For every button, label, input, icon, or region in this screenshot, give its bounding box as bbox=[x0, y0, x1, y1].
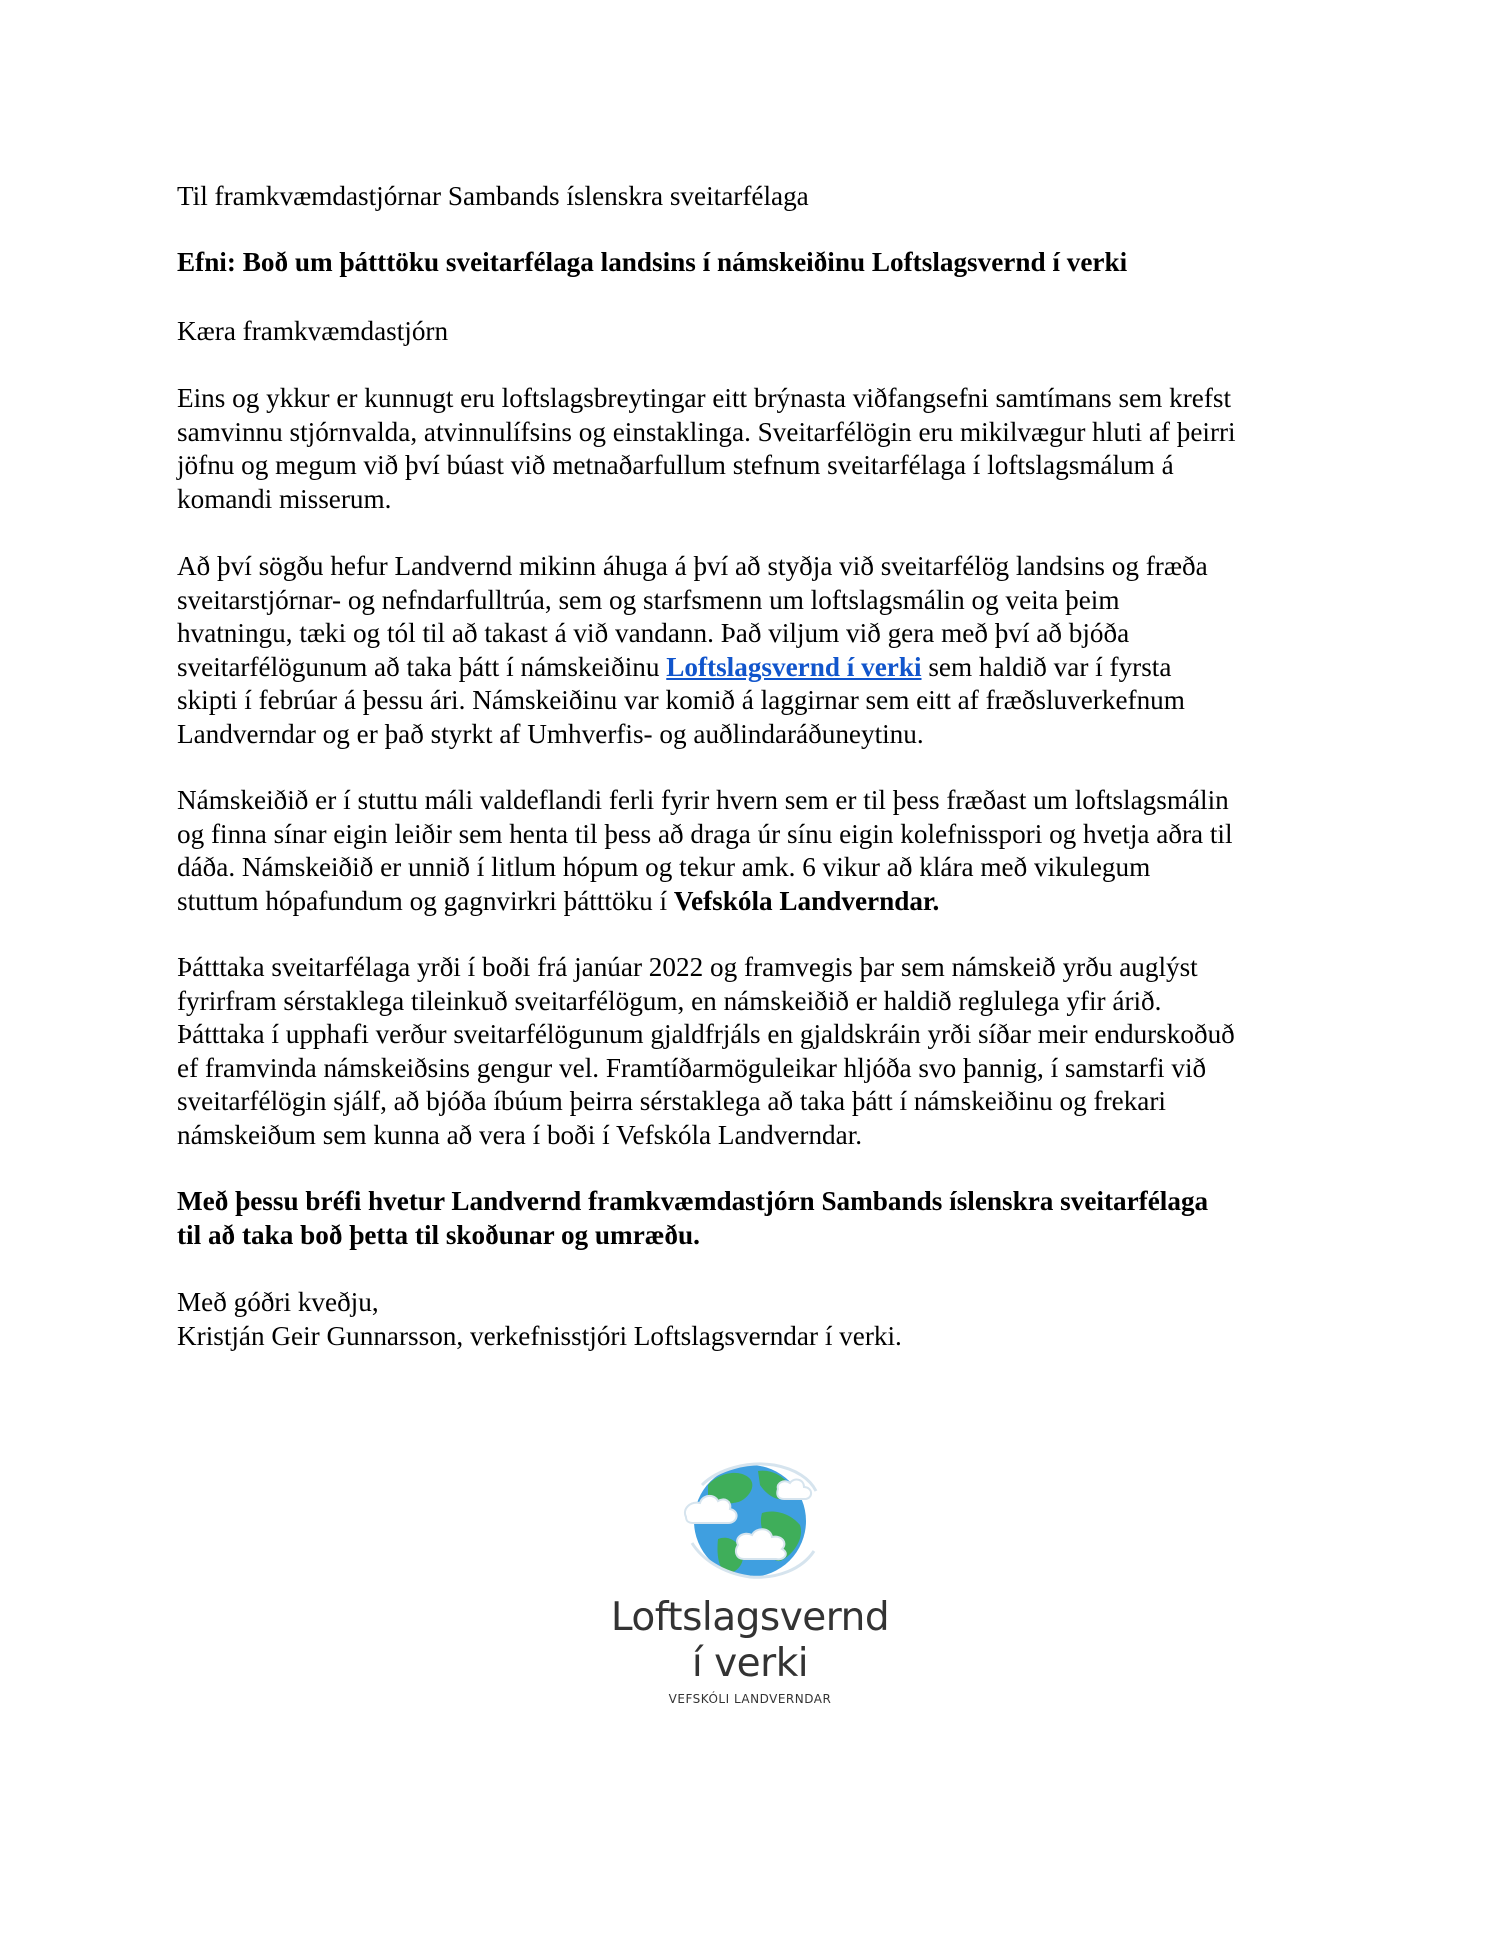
closing-signature bbox=[177, 1286, 1347, 1353]
paragraph-line: hvatningu, tæki og tól til að takast á við vandann. Það viljum við gera með því að bjóða bbox=[177, 618, 1130, 648]
paragraph-call-to-action bbox=[177, 1185, 1347, 1252]
last-line-prefix: stuttum hópafundum og gagnvirkri þátttöku í bbox=[177, 885, 674, 916]
logo-title bbox=[560, 1595, 940, 1687]
paragraph-line: Þátttaka sveitarfélaga yrði í boði frá janúar 2022 og framvegis þar sem námskeið yrðu auglýst bbox=[177, 952, 1198, 982]
paragraph-line bbox=[177, 651, 1347, 685]
salutation: Kæra framkvæmdastjórn bbox=[177, 316, 449, 346]
paragraph-line: Eins og ykkur er kunnugt eru loftslagsbreytingar eitt brýnasta viðfangsefni samtímans sem krefst bbox=[177, 383, 1232, 413]
paragraph-line bbox=[177, 885, 1347, 919]
link-line-suffix: sem haldið var í fyrsta bbox=[921, 651, 1172, 682]
paragraph-intro bbox=[177, 382, 1347, 516]
paragraph-line: Að því sögðu hefur Landvernd mikinn áhuga á því að styðja við sveitarfélög landsins og fræða bbox=[177, 551, 1208, 581]
paragraph-line: sveitarfélögin sjálf, að bjóða íbúum þeirra sérstaklega að taka þátt í námskeiðinu og frekari bbox=[177, 1086, 1166, 1116]
loftslagsvernd-logo bbox=[560, 1455, 940, 1705]
paragraph-line: sveitarstjórnar- og nefndarfulltrúa, sem og starfsmenn um loftslagsmálin og veita þeim bbox=[177, 584, 1120, 615]
closing-greeting: Með góðri kveðju, bbox=[177, 1287, 379, 1317]
paragraph-line: samvinnu stjórnvalda, atvinnulífsins og einstaklinga. Sveitarfélögin eru mikilvægur hluti af þeirri bbox=[177, 416, 1236, 447]
paragraph-participation bbox=[177, 951, 1347, 1152]
logo-subtitle: VEFSKÓLI LANDVERNDAR bbox=[668, 1692, 832, 1706]
logo-title-line-1: Loftslagsvernd bbox=[610, 1595, 890, 1640]
paragraph-line: Námskeiðið er í stuttu máli valdeflandi ferli fyrir hvern sem er til þess fræðast um loftslagsmálin bbox=[177, 785, 1229, 815]
paragraph-line: Landverndar og er það styrkt af Umhverfis- og auðlindaráðuneytinu. bbox=[177, 718, 924, 749]
paragraph-line: og finna sínar eigin leiðir sem henta til þess að draga úr sínu eigin kolefnisspori og hvetja aðra til bbox=[177, 818, 1233, 849]
paragraph-line: skipti í febrúar á þessu ári. Námskeiðinu var komið á laggirnar sem eitt af fræðsluverkefnum bbox=[177, 685, 1185, 715]
paragraph-line: Þátttaka í upphafi verður sveitarfélögunum gjaldfrjáls en gjaldskráin yrði síðar meir endurskoðuð bbox=[177, 1019, 1235, 1049]
course-link[interactable]: Loftslagsvernd í verki bbox=[666, 651, 922, 682]
subject-line: Efni: Boð um þátttöku sveitarfélaga landsins í námskeiðinu Loftslagsvernd í verki bbox=[177, 247, 1128, 277]
paragraph-line: námskeiðum sem kunna að vera í boði í Vefskóla Landverndar. bbox=[177, 1119, 863, 1150]
paragraph-line: Með þessu bréfi hvetur Landvernd framkvæmdastjórn Sambands íslenskra sveitarfélaga bbox=[177, 1186, 1209, 1216]
paragraph-line: til að taka boð þetta til skoðunar og umræðu. bbox=[177, 1219, 700, 1250]
link-line-prefix: sveitarfélögunum að taka þátt í námskeiðinu bbox=[177, 651, 667, 682]
signature-name: Kristján Geir Gunnarsson, verkefnisstjóri Loftslagsverndar í verki. bbox=[177, 1320, 902, 1351]
vefskoli-name: Vefskóla Landverndar. bbox=[673, 885, 940, 916]
addressee-line: Til framkvæmdastjórnar Sambands íslenskra sveitarfélaga bbox=[177, 181, 809, 211]
globe-icon bbox=[678, 1455, 822, 1589]
paragraph-line: komandi misserum. bbox=[177, 483, 392, 514]
paragraph-landvernd bbox=[177, 550, 1347, 751]
paragraph-line: jöfnu og megum við því búast við metnaðarfullum stefnum sveitarfélaga í loftslagsmálum á bbox=[177, 450, 1174, 480]
logo-title-line-2: í verki bbox=[691, 1641, 809, 1686]
paragraph-line: ef framvinda námskeiðsins gengur vel. Framtíðarmöguleikar hljóða svo þannig, í samstarfi við bbox=[177, 1052, 1207, 1083]
paragraph-course-description bbox=[177, 784, 1347, 918]
paragraph-line: fyrirfram sérstaklega tileinkuð sveitarfélögum, en námskeiðið er haldið reglulega yfir árið. bbox=[177, 985, 1162, 1016]
paragraph-line: dáða. Námskeiðið er unnið í litlum hópum og tekur amk. 6 vikur að klára með vikulegum bbox=[177, 852, 1151, 882]
